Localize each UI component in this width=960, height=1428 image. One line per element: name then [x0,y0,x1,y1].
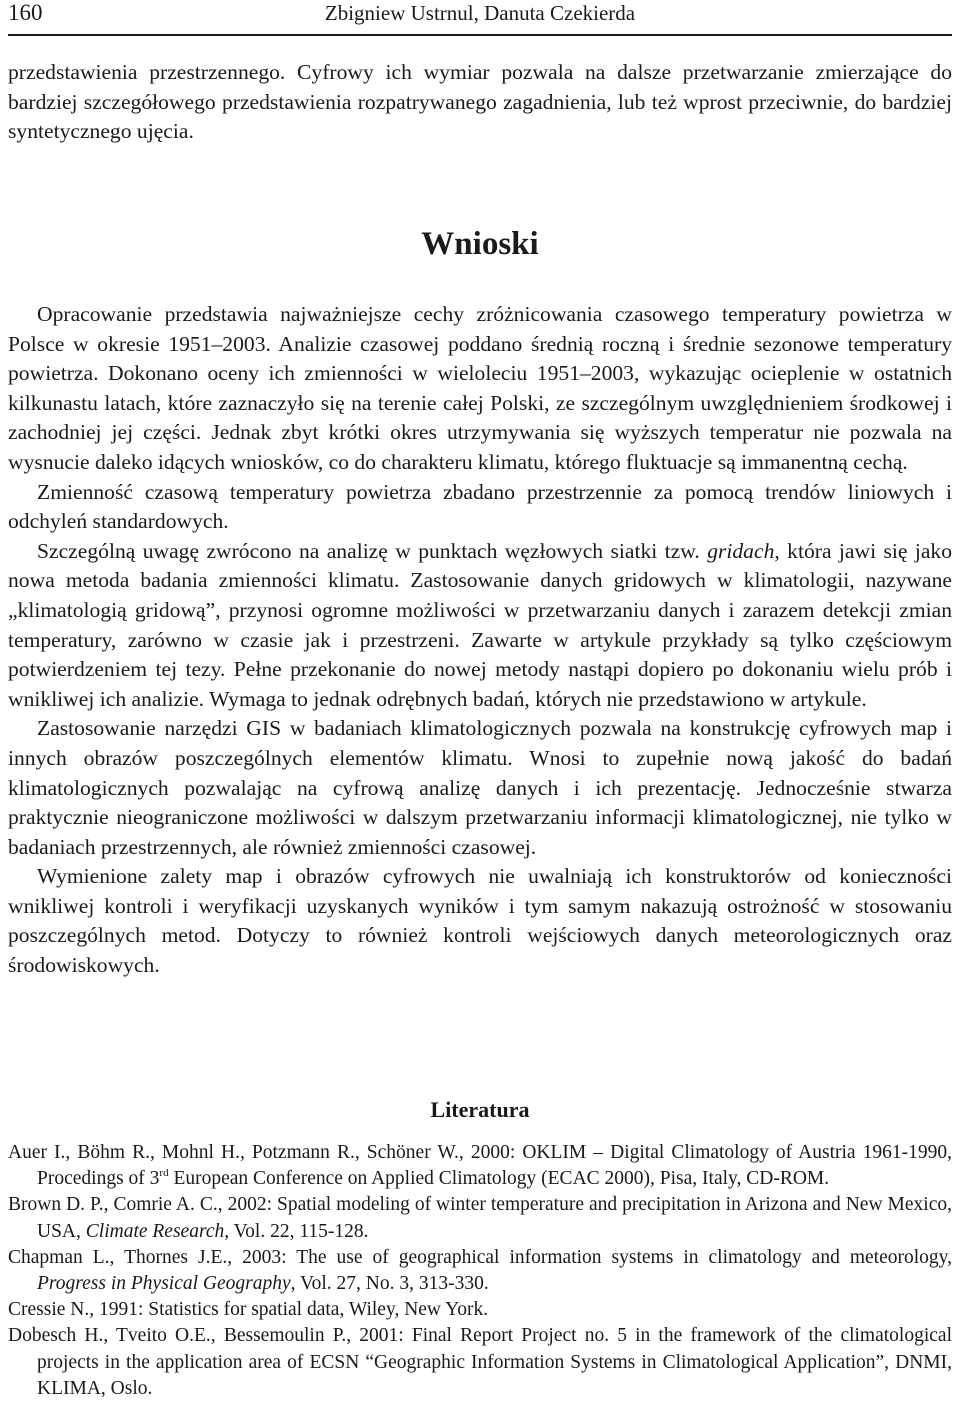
conclusions-paragraph-3 [8,537,952,715]
reference-item [8,1140,952,1192]
running-header-authors: Zbigniew Ustrnul, Danuta Czekierda [324,1,636,25]
conclusions-paragraph-4: Zastosowanie narzędzi GIS w badaniach klimatologicznych pozwala na konstrukcję cyfrowych map i innych obrazów poszczególnych elementów klimatu. Wnosi to zupełnie nową jakość do badań klimatologicznych pozwalając na cyfrową analizę danych i ich prezentację. Jednocześnie stwarza praktycznie nieograniczone możliwości w dalszym przetwarzaniu informacji klimatologicznej, nie tylko w badaniach przestrzennych, ale również zmienności czasowej. [8,716,952,859]
reference-list [8,1140,952,1402]
reference-superscript: rd [159,1167,169,1180]
literature-title: Literatura [430,1097,530,1122]
reference-text: , Vol. 22, 115-128. [224,1220,369,1242]
intro-text [8,58,952,147]
page-number: 160 [8,0,43,25]
reference-text: Dobesch H., Tveito O.E., Bessemoulin P., 2001: Final Report Project no. 5 in the framework of the climatological projects in the application area of ECSN “Geographic Information Systems in Climatological Application”, DNMI, KLIMA, Oslo. [8,1325,952,1399]
reference-text: Brown D. P., Comrie A. C., 2002: Spatial modeling of winter temperature and precipitation in Arizona and New Mexico, USA, [8,1194,952,1242]
section-title: Wnioski [421,226,539,262]
reference-text: Cressie N., 1991: Statistics for spatial data, Wiley, New York. [8,1299,489,1321]
intro-paragraph: przedstawienia przestrzennego. Cyfrowy ich wymiar pozwala na dalsze przetwarzanie zmierzające do bardziej szczegółowego przedstawienia rozpatrywanego zagadnienia, lub też wprost przeciwnie, do bardziej syntetycznego ujęcia. [8,60,952,144]
page-header [8,0,952,36]
p3-text-end: , która jawi się jako nowa metoda badania zmienności klimatu. Zastosowanie danych gridowych w klimatologii, nazywane „klimatologią gridową”, przynosi ogromne możliwości w przetwarzaniu danych i zarazem detekcji zmian temperatury, zarówno w czasie jak i przestrzeni. Zawarte w artykule przykłady są tylko częściowym potwierdzeniem tej tezy. Pełne przekonanie do nowej metody nastąpi dopiero po dokonaniu wielu prób i wnikliwej ich analizie. Wymaga to jednak odrębnych badań, których nie przedstawiono w artykule. [8,538,953,711]
reference-item [8,1297,952,1323]
conclusions-body [8,300,952,981]
reference-item [8,1192,952,1244]
reference-item [8,1245,952,1297]
p3-text-start: Szczególną uwagę zwrócono na analizę w punktach węzłowych siatki tzw. [37,538,708,563]
reference-text: Chapman L., Thornes J.E., 2003: The use of geographical information systems in climatology and meteorology, [8,1246,952,1268]
reference-text: European Conference on Applied Climatology (ECAC 2000), Pisa, Italy, CD-ROM. [168,1168,830,1190]
p3-italic-term: gridach [707,538,775,563]
reference-text: Auer I., Böhm R., Mohnl H., Potzmann R., Schöner W., 2000: OKLIM – Digital Climatology of Austria 1961-1990, Procedings of 3 [8,1142,952,1190]
reference-journal: Progress in Physical Geography [37,1273,291,1295]
reference-journal: Climate Research [85,1220,225,1242]
reference-item [8,1323,952,1402]
reference-text: , Vol. 27, No. 3, 313-330. [290,1273,489,1295]
conclusions-paragraph-2: Zmienność czasową temperatury powietrza zbadano przestrzennie za pomocą trendów liniowych i odchyleń standardowych. [8,479,952,534]
conclusions-paragraph-5: Wymienione zalety map i obrazów cyfrowych nie uwalniają ich konstruktorów od konieczności wnikliwej kontroli i weryfikacji uzyskanych wyników i tym samym nakazują ostrożność w stosowaniu poszczególnych metod. Dotyczy to również kontroli wejściowych danych meteorologicznych oraz środowiskowych. [8,864,952,978]
conclusions-paragraph-1: Opracowanie przedstawia najważniejsze cechy zróżnicowania czasowego temperatury powietrza w Polsce w okresie 1951–2003. Analizie czasowej poddano średnią roczną i średnie sezonowe temperatury powietrza. Dokonano oceny ich zmienności w wieloleciu 1951–2003, wykazując ocieplenie w ostatnich kilkunastu latach, które zaznaczyło się na terenie całej Polski, ze szczególnym uwzględnieniem środkowej i zachodniej jej części. Jednak zbyt krótki okres utrzymywania się wyższych temperatur nie pozwala na wysnucie daleko idących wniosków, co do charakteru klimatu, którego fluktuacje są immanentną cechą. [8,302,952,474]
